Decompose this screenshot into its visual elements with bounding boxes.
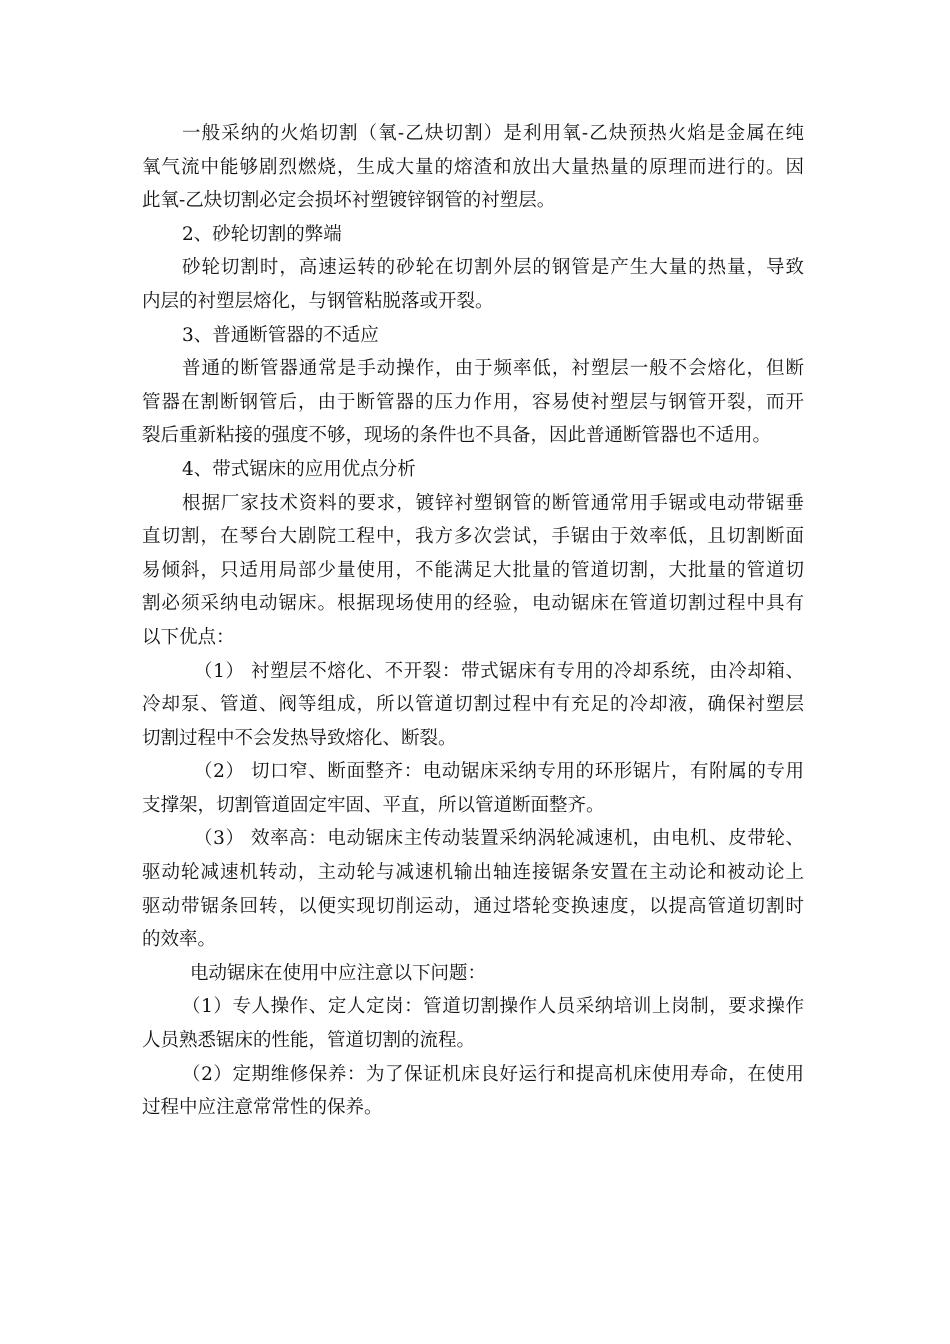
document-body (142, 117, 804, 1125)
text-line: 以下优点： (142, 626, 235, 648)
section-heading: 4、带式锯床的应用优点分析 (182, 458, 416, 480)
text-line: 氧气流中能够剧烈燃烧，生成大量的熔渣和放出大量热量的原理而进行的。因 (142, 156, 804, 178)
text-line: 根据厂家技术资料的要求，镀锌衬塑钢管的断管通常用手锯或电动带锯垂 (182, 492, 804, 514)
list-item-line: （3） 效率高：电动锯床主传动装置采纳涡轮减速机，由电机、皮带轮、 (194, 828, 804, 850)
text-line: 电动锯床在使用中应注意以下问题： (190, 962, 487, 984)
text-line: 直切割，在琴台大剧院工程中，我方多次尝试，手锯由于效率低，且切割断面 (142, 526, 804, 548)
text-line: 内层的衬塑层熔化，与钢管粘脱落或开裂。 (142, 290, 494, 312)
text-line: 人员熟悉锯床的性能，管道切割的流程。 (142, 1030, 476, 1052)
text-line: 砂轮切割时，高速运转的砂轮在切割外层的钢管是产生大量的热量，导致 (182, 257, 804, 279)
text-line: 冷却泵、管道、阀等组成，所以管道切割过程中有充足的冷却液，确保衬塑层 (142, 694, 804, 716)
text-line: 切割过程中不会发热导致熔化、断裂。 (142, 727, 457, 749)
text-line: 驱动轮减速机转动，主动轮与减速机输出轴连接锯条安置在主动论和被动论上 (142, 862, 804, 884)
text-line: 一般采纳的火焰切割（氧-乙炔切割）是利用氧-乙炔预热火焰是金属在纯 (182, 123, 804, 144)
text-line: 管器在割断钢管后，由于断管器的压力作用，容易使衬塑层与钢管开裂，而开 (142, 391, 804, 413)
text-line: 驱动带锯条回转，以便实现切削运动，通过塔轮变换速度，以提高管道切割时 (142, 895, 804, 917)
text-line: 的效率。 (142, 929, 217, 951)
list-item-line: （1）专人操作、定人定岗：管道切割操作人员采纳培训上岗制，要求操作 (182, 996, 804, 1018)
text-line: 割必须采纳电动锯床。根据现场使用的经验，电动锯床在管道切割过程中具有 (142, 593, 804, 615)
text-line: 支撑架，切割管道固定牢固、平直，所以管道断面整齐。 (142, 794, 605, 816)
text-line: 过程中应注意常常性的保养。 (142, 1097, 383, 1119)
section-heading: 3、普通断管器的不适应 (182, 324, 379, 346)
text-line: 裂后重新粘接的强度不够，现场的条件也不具备，因此普通断管器也不适用。 (142, 425, 772, 447)
text-line: 此氧-乙炔切割必定会损坏衬塑镀锌钢管的衬塑层。 (142, 190, 556, 212)
text-line: 易倾斜，只适用局部少量使用，不能满足大批量的管道切割，大批量的管道切 (142, 559, 804, 581)
section-heading: 2、砂轮切割的弊端 (182, 223, 342, 245)
list-item-line: （2）定期维修保养：为了保证机床良好运行和提高机床使用寿命，在使用 (182, 1063, 804, 1085)
list-item-line: （2） 切口窄、断面整齐：电动锯床采纳专用的环形锯片，有附属的专用 (194, 761, 804, 783)
list-item-line: （1） 衬塑层不熔化、不开裂：带式锯床有专用的冷却系统，由冷却箱、 (194, 660, 804, 682)
text-line: 普通的断管器通常是手动操作，由于频率低，衬塑层一般不会熔化，但断 (182, 358, 804, 380)
